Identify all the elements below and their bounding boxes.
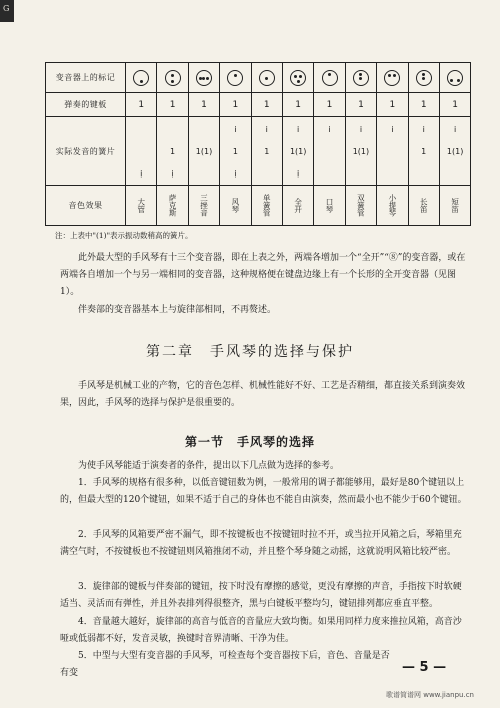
register-table: [45, 62, 471, 226]
reed-note: [346, 168, 376, 179]
row-register-marks: [46, 63, 471, 93]
key-cell: 1: [157, 93, 188, 117]
reed-note: ị: [297, 168, 300, 178]
key-cell: 1: [126, 93, 157, 117]
register-mark-cell: [439, 63, 470, 93]
register-mark-icon: [227, 70, 243, 86]
effect-cell: [157, 185, 188, 225]
key-cell: 1: [439, 93, 470, 117]
register-mark-icon: [416, 70, 432, 86]
key-cell: 1: [345, 93, 376, 117]
reed-note: [440, 157, 470, 168]
effect-label: 单簧管: [262, 194, 272, 217]
reed-note: i: [265, 124, 268, 134]
reed-note: [220, 157, 250, 168]
effect-cell: [345, 185, 376, 225]
paragraph-1: 此外最大型的手风琴有十三个变音器，即在上表之外，两端各增加一个“全开”“⑧”的变音器，或在两端各自增加一个与另一端相同的变音器，这种规格便在键盘边缘上有一个长形的全开变音器（见图1）。: [60, 253, 466, 297]
reed-note: [409, 168, 439, 179]
reed-note: i: [328, 124, 331, 134]
register-mark-cell: [377, 63, 408, 93]
list-item-2: 2．手风琴的风箱要严密不漏气，即不按键板也不按键钮时拉不开，或当拉开风箱之后，琴箱里充满空气时，不按键板也不按键钮则风箱推闭不动，并且整个琴身随之动摇，这就说明风箱比较严密。: [60, 530, 462, 557]
list-item-4: 4．音量越大越好，旋律部的高音与低音的音量应大致均衡。如果用同样力度来推拉风箱，高音沙哑或低弱都不好，发音灵敏，换键时音界清晰、干净为佳。: [60, 617, 462, 644]
corner-mark: [0, 0, 14, 22]
reed-note: [377, 146, 407, 157]
register-mark-icon: [353, 70, 369, 86]
effect-label: 全开: [293, 197, 303, 213]
register-mark-cell: [220, 63, 251, 93]
reed-note: 1: [232, 146, 238, 156]
reed-note: i: [453, 124, 457, 134]
effect-label: 三挫音: [199, 194, 209, 217]
reed-note: [252, 168, 282, 179]
reed-note: [314, 135, 344, 146]
register-mark-icon: [133, 70, 149, 86]
effect-label: 大管: [136, 197, 146, 213]
reed-notes-cell: [126, 117, 157, 185]
reed-note: ị: [171, 168, 174, 178]
paragraph-3: 手风琴是机械工业的产物，它的音色怎样、机械性能好不好、工艺是否精细，都直接关系到演奏效果，因此，手风琴的选择与保护是很重要的。: [60, 381, 466, 408]
effect-cell: [408, 185, 439, 225]
reed-note: i: [359, 124, 363, 134]
register-mark-cell: [251, 63, 282, 93]
row-label-effects: 音色效果: [46, 185, 126, 225]
row-label-marks: 变音器上的标记: [46, 63, 126, 93]
reed-note: [126, 135, 156, 146]
row-reeds: [46, 117, 471, 185]
effect-cell: [282, 185, 313, 225]
reed-notes-cell: [282, 117, 313, 185]
reed-note: [189, 135, 219, 146]
register-mark-cell: [314, 63, 345, 93]
reed-note: [252, 157, 282, 168]
reed-note: [346, 157, 376, 168]
list-item-3: 3．旋律部的键板与伴奏部的键钮，按下时没有摩擦的感觉，更没有摩擦的声音，手指按下时软硬适当、灵活而有弹性，并且外表排列得很整齐，黑与白键板平整均匀，键钮排列都应垂直平整。: [60, 582, 462, 609]
register-mark-icon: [322, 70, 338, 86]
reed-notes-cell: [314, 117, 345, 185]
register-mark-cell: [408, 63, 439, 93]
effect-cell: [439, 185, 470, 225]
key-cell: 1: [188, 93, 219, 117]
reed-note: i: [234, 124, 237, 134]
reed-notes-cell: [439, 117, 470, 185]
effect-cell: [377, 185, 408, 225]
reed-note: [126, 124, 156, 135]
reed-note: i: [297, 124, 300, 134]
chapter-title: 第二章 手风琴的选择与保护: [146, 344, 354, 360]
reed-note: [220, 135, 250, 146]
list-item-1: 1．手风琴的规格有很多种，以低音键钮数为例，一般常用的调子都能够用，最好是80个键钮以上的，但最大型的120个键钮，如果不适于自己的身体也不能自由演奏，然而最小也不能少于60个键钮。: [60, 478, 467, 505]
register-mark-icon: [384, 70, 400, 86]
list-item-5: 5．中型与大型有变音器的手风琴，可检查每个变音器按下后，音色、音量是否有变: [60, 651, 390, 678]
register-mark-icon: [447, 70, 463, 86]
reed-notes-cell: [251, 117, 282, 185]
reed-note: [252, 135, 282, 146]
reed-note: [377, 157, 407, 168]
register-mark-cell: [188, 63, 219, 93]
key-cell: 1: [377, 93, 408, 117]
effect-label: 风琴: [230, 197, 240, 213]
reed-note: 1: [421, 146, 427, 156]
key-cell: 1: [282, 93, 313, 117]
reed-note: [409, 157, 439, 168]
register-mark-cell: [282, 63, 313, 93]
reed-note: i: [422, 124, 425, 134]
reed-note: [440, 168, 470, 179]
effect-cell: [314, 185, 345, 225]
effect-label: 口琴: [325, 197, 335, 213]
reed-note: 1: [264, 146, 270, 156]
reed-note: ị: [234, 168, 237, 178]
register-mark-icon: [196, 70, 212, 86]
reed-note: [126, 146, 156, 157]
key-cell: 1: [408, 93, 439, 117]
effect-cell: [220, 185, 251, 225]
effect-cell: [188, 185, 219, 225]
reed-note: [189, 168, 219, 179]
reed-note: [409, 135, 439, 146]
key-cell: 1: [314, 93, 345, 117]
section-title: 第一节 手风琴的选择: [184, 435, 315, 449]
footnote: 注：上表中"(1)"表示振动数稍高的簧片。: [55, 231, 193, 240]
effect-label: 小提琴: [387, 194, 397, 217]
reed-note: ị: [140, 168, 143, 178]
watermark: 歌谱简谱网 www.jianpu.cn: [386, 691, 474, 699]
reed-note: 1(1): [446, 146, 464, 156]
row-label-keys: 弹奏的键板: [46, 93, 126, 117]
reed-note: [314, 168, 344, 179]
reed-note: [157, 124, 187, 135]
paragraph-4: 为使手风琴能适于演奏者的条件，提出以下几点做为选择的参考。: [78, 461, 340, 471]
reed-note: [314, 146, 344, 157]
reed-notes-cell: [188, 117, 219, 185]
effect-label: 萨克斯: [168, 194, 178, 217]
reed-note: 1: [170, 146, 176, 156]
key-cell: 1: [251, 93, 282, 117]
reed-notes-cell: [157, 117, 188, 185]
row-keys: [46, 93, 471, 117]
effect-label: 双簧管: [356, 194, 366, 217]
reed-note: [283, 135, 313, 146]
reed-note: [189, 157, 219, 168]
reed-notes-cell: [345, 117, 376, 185]
reed-notes-cell: [377, 117, 408, 185]
register-mark-cell: [126, 63, 157, 93]
register-mark-cell: [345, 63, 376, 93]
register-mark-icon: [290, 70, 306, 86]
reed-note: [440, 135, 470, 146]
corner-mark-text: G: [3, 4, 10, 13]
reed-notes-cell: [220, 117, 251, 185]
page-number: — 5 —: [402, 660, 447, 675]
reed-note: [189, 124, 219, 135]
reed-note: 1(1): [289, 146, 307, 156]
effect-cell: [251, 185, 282, 225]
reed-note: [157, 135, 187, 146]
reed-note: [377, 168, 407, 179]
register-mark-icon: [259, 70, 275, 86]
effect-cell: [126, 185, 157, 225]
key-cell: 1: [220, 93, 251, 117]
register-mark-icon: [165, 70, 181, 86]
effect-label: 长笛: [419, 197, 429, 213]
reed-note: 1(1): [352, 146, 370, 156]
row-effects: [46, 185, 471, 225]
reed-notes-cell: [408, 117, 439, 185]
register-mark-cell: [157, 63, 188, 93]
reed-note: [346, 135, 376, 146]
effect-label: 短笛: [450, 197, 460, 213]
paragraph-2: 伴奏部的变音器基本上与旋律部相同，不再赘述。: [78, 305, 277, 315]
reed-note: [157, 157, 187, 168]
reed-note: [377, 135, 407, 146]
reed-note: [126, 157, 156, 168]
reed-note: [314, 157, 344, 168]
row-label-reeds: 实际发音的簧片: [46, 117, 126, 185]
reed-note: i: [391, 124, 394, 134]
reed-note: [283, 157, 313, 168]
reed-note: 1(1): [195, 146, 213, 156]
